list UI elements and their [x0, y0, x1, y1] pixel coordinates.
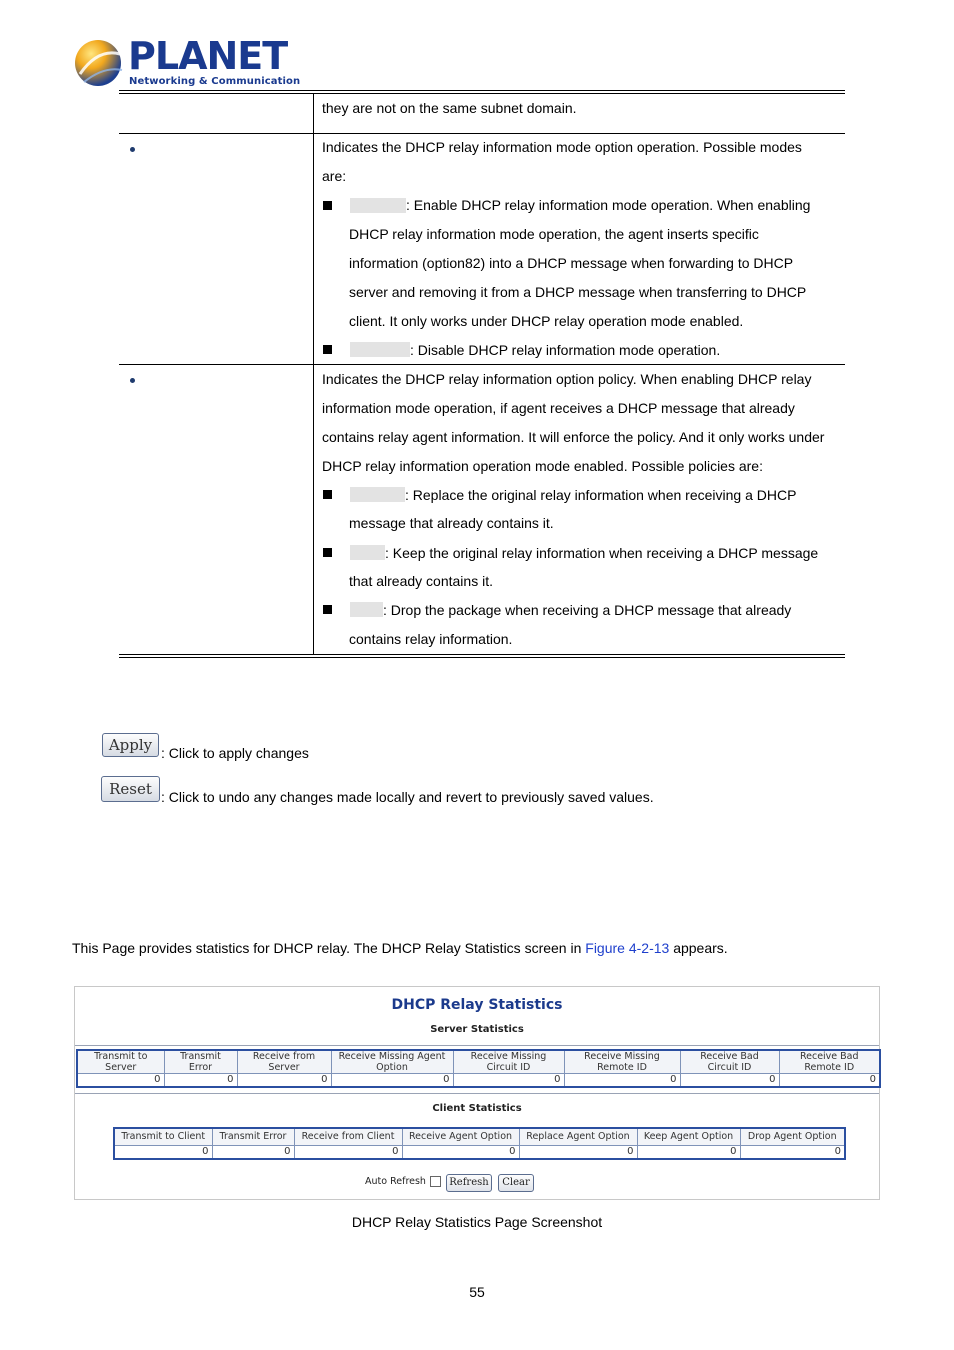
mode-description-line: are: [322, 168, 347, 184]
table-bottom-rule-outer [119, 657, 845, 658]
mode-enabled-line: information (option82) into a DHCP message when forwarding to DHCP [349, 255, 794, 271]
row-continuation-text: they are not on the same subnet domain. [322, 100, 577, 116]
mode-enabled-line: client. It only works under DHCP relay operation mode enabled. [349, 313, 744, 329]
column-header: Receive Bad Circuit ID [680, 1050, 779, 1074]
auto-refresh-label: Auto Refresh [365, 1176, 426, 1187]
figure-caption: DHCP Relay Statistics Page Screenshot [351, 1214, 603, 1230]
reset-description: : Click to undo any changes made locally and revert to previously saved values. [161, 789, 654, 805]
bullet-dot-icon [130, 378, 135, 383]
table-row [114, 1146, 845, 1160]
column-header: Receive Missing Agent Option [331, 1050, 453, 1074]
panel-separator [75, 1045, 879, 1046]
page-number: 55 [469, 1284, 485, 1300]
column-header: Receive Missing Circuit ID [453, 1050, 564, 1074]
server-statistics-heading: Server Statistics [430, 1024, 524, 1035]
intro-text: This Page provides statistics for DHCP relay. The DHCP Relay Statistics screen in [72, 940, 586, 956]
column-header: Receive Agent Option [402, 1128, 519, 1146]
table-cell: 0 [294, 1146, 402, 1160]
policy-drop-line: contains relay information. [349, 631, 513, 647]
policy-replace-line: message that already contains it. [349, 515, 554, 531]
bullet-dot-icon [130, 147, 135, 152]
brand-name: PLANET [128, 34, 288, 78]
column-header: Receive from Client [294, 1128, 402, 1146]
clear-button[interactable]: Clear [498, 1174, 534, 1192]
table-cell: 0 [164, 1074, 237, 1088]
dhcp-relay-statistics-screenshot [74, 986, 880, 1200]
policy-keep-line: that already contains it. [349, 573, 493, 589]
table-bottom-rule [119, 654, 845, 655]
policy-keep-line: : Keep the original relay information when receiving a DHCP message [385, 545, 819, 561]
square-bullet-icon [323, 345, 332, 354]
mode-enabled-line: : Enable DHCP relay information mode operation. When enabling [406, 197, 811, 213]
table-cell: 0 [114, 1146, 212, 1160]
client-statistics-heading: Client Statistics [432, 1103, 522, 1114]
client-statistics-table [113, 1127, 846, 1160]
policy-description-line: DHCP relay information operation mode enabled. Possible policies are: [322, 458, 763, 474]
square-bullet-icon [323, 490, 332, 499]
policy-drop-line: : Drop the package when receiving a DHCP message that already [383, 602, 792, 618]
table-cell: 0 [331, 1074, 453, 1088]
table-top-rule [119, 90, 845, 91]
apply-description: : Click to apply changes [161, 745, 309, 761]
reset-button[interactable]: Reset [101, 776, 160, 802]
statistics-intro [72, 940, 728, 956]
square-bullet-icon [323, 201, 332, 210]
table-cell: 0 [779, 1074, 880, 1088]
highlighted-term [350, 198, 406, 213]
square-bullet-icon [323, 548, 332, 557]
square-bullet-icon [323, 605, 332, 614]
column-header: Transmit Error [212, 1128, 294, 1146]
panel-separator [75, 1093, 879, 1094]
auto-refresh-checkbox[interactable] [430, 1176, 441, 1187]
table-header-row [77, 1050, 880, 1074]
highlighted-term [350, 602, 383, 617]
table-cell: 0 [564, 1074, 680, 1088]
figure-link[interactable]: Figure 4-2-13 [585, 940, 670, 956]
column-header: Transmit Error [164, 1050, 237, 1074]
table-cell: 0 [740, 1146, 845, 1160]
globe-icon [74, 36, 126, 88]
column-header: Receive from Server [237, 1050, 331, 1074]
column-header: Drop Agent Option [740, 1128, 845, 1146]
table-cell: 0 [519, 1146, 637, 1160]
column-header: Receive Bad Remote ID [779, 1050, 880, 1074]
table-cell: 0 [237, 1074, 331, 1088]
policy-description-line: information mode operation, if agent receives a DHCP message that already [322, 400, 795, 416]
column-header: Keep Agent Option [637, 1128, 740, 1146]
planet-logo [74, 34, 301, 90]
table-cell: 0 [402, 1146, 519, 1160]
column-header: Receive Missing Remote ID [564, 1050, 680, 1074]
column-header: Transmit to Client [114, 1128, 212, 1146]
table-column-divider [313, 94, 314, 655]
mode-disabled-line: : Disable DHCP relay information mode operation. [410, 342, 721, 358]
column-header: Replace Agent Option [519, 1128, 637, 1146]
screenshot-title: DHCP Relay Statistics [391, 997, 563, 1013]
server-statistics-table [76, 1049, 881, 1088]
highlighted-term [350, 545, 385, 560]
table-cell: 0 [453, 1074, 564, 1088]
apply-button[interactable]: Apply [102, 733, 159, 757]
mode-description-line: Indicates the DHCP relay information mode option operation. Possible modes [322, 139, 802, 155]
table-cell: 0 [212, 1146, 294, 1160]
policy-description-line: contains relay agent information. It will enforce the policy. And it only works under [322, 429, 825, 445]
highlighted-term [350, 342, 410, 357]
column-header: Transmit to Server [77, 1050, 164, 1074]
mode-enabled-line: server and removing it from a DHCP message when transferring to DHCP [349, 284, 807, 300]
table-cell: 0 [637, 1146, 740, 1160]
refresh-button[interactable]: Refresh [446, 1174, 492, 1192]
brand-tagline: Networking & Communication [129, 76, 301, 87]
policy-replace-line: : Replace the original relay information when receiving a DHCP [405, 487, 797, 503]
table-cell: 0 [680, 1074, 779, 1088]
table-row [77, 1074, 880, 1088]
table-cell: 0 [77, 1074, 164, 1088]
table-header-row [114, 1128, 845, 1146]
policy-description-line: Indicates the DHCP relay information option policy. When enabling DHCP relay [322, 371, 812, 387]
mode-enabled-line: DHCP relay information mode operation, the agent inserts specific [349, 226, 759, 242]
intro-text-end: appears. [669, 940, 728, 956]
highlighted-term [350, 487, 405, 502]
